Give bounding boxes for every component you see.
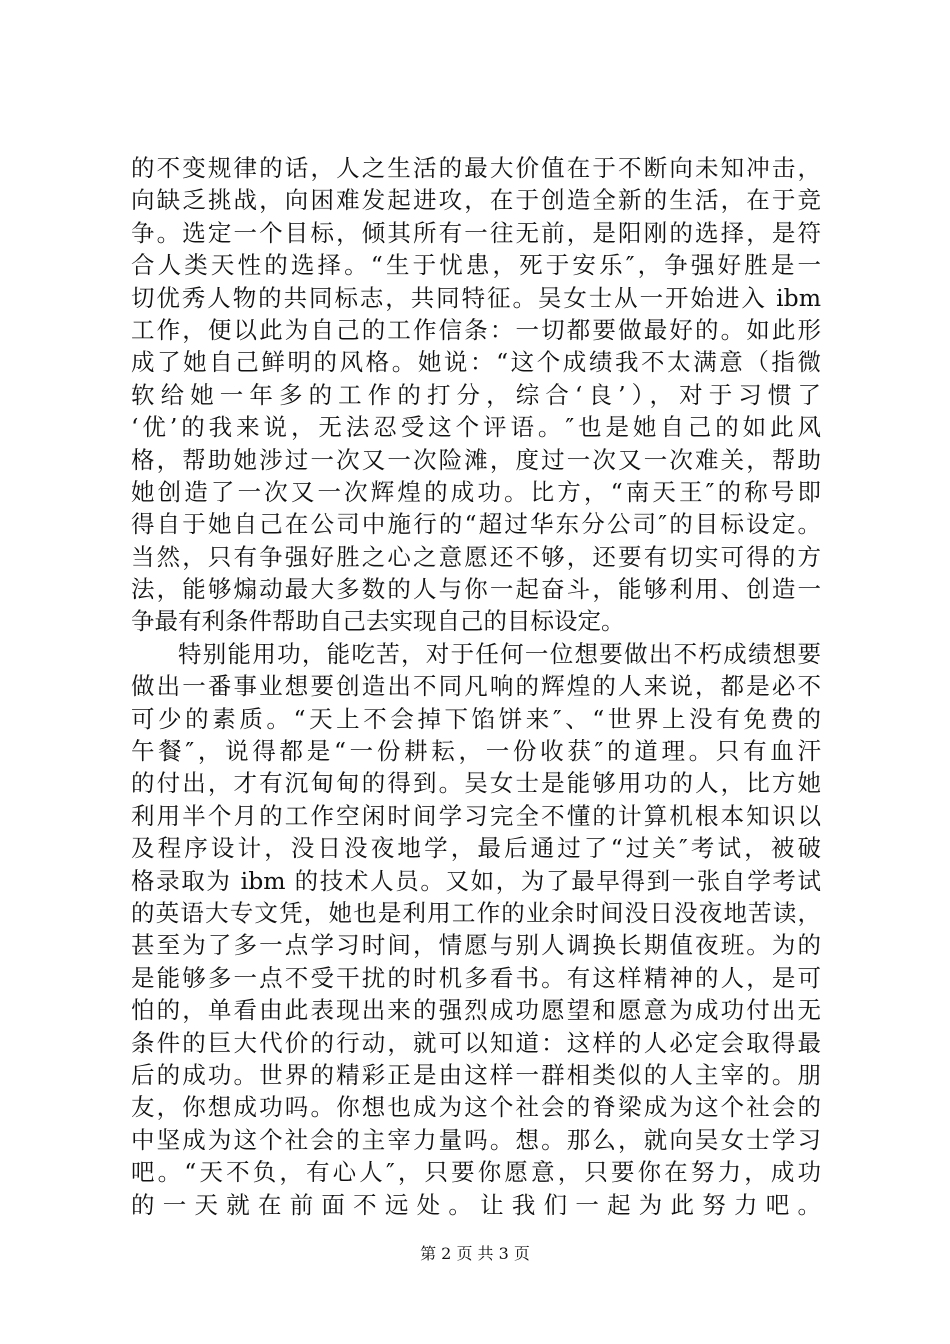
text-line: 做出一番事业想要创造出不同凡响的辉煌的人来说，都是必不 (131, 672, 821, 701)
text-line: 成了她自己鲜明的风格。她说：“这个成绩我不太满意（指微 (131, 348, 821, 377)
text-line: 格录取为 ibm 的技术人员。又如，为了最早得到一张自学考试 (131, 866, 821, 895)
text-line: 合人类天性的选择。“生于忧患，死于安乐″，争强好胜是一 (131, 251, 821, 280)
text-line: 争。选定一个目标，倾其所有一往无前，是阳刚的选择，是符 (131, 218, 821, 247)
text-line: 得自于她自己在公司中施行的“超过华东分公司″的目标设定。 (131, 510, 821, 539)
text-line: 利用半个月的工作空闲时间学习完全不懂的计算机根本知识以 (131, 801, 821, 830)
paragraph-final-line: 的一天就在前面不远处。让我们一起为此努力吧。 (131, 1190, 821, 1219)
text-line: 中坚成为这个社会的主宰力量吗。想。那么，就向吴女士学习 (131, 1125, 821, 1154)
paragraph-end-line: 争最有利条件帮助自己去实现自己的目标设定。 (131, 607, 625, 636)
text-line: 及程序设计，没日没夜地学，最后通过了“过关″考试，被破 (131, 834, 821, 863)
body-text (131, 152, 821, 1221)
text-line: 条件的巨大代价的行动，就可以知道：这样的人必定会取得最 (131, 1028, 821, 1057)
text-line: 当然，只有争强好胜之心之意愿还不够，还要有切实可得的方 (131, 542, 821, 571)
paragraph-start-line: 特别能用功，能吃苦，对于任何一位想要做出不朽成绩想要 (178, 639, 821, 668)
text-line: 怕的，单看由此表现出来的强烈成功愿望和愿意为成功付出无 (131, 996, 821, 1025)
text-line: 后的成功。世界的精彩正是由这样一群相类似的人主宰的。朋 (131, 1060, 821, 1089)
text-line: 切优秀人物的共同标志，共同特征。吴女士从一开始进入 ibm (131, 283, 821, 312)
text-line: 工作，便以此为自己的工作信条：一切都要做最好的。如此形 (131, 315, 821, 344)
text-line: 可少的素质。“天上不会掉下馅饼来″、“世界上没有免费的 (131, 704, 821, 733)
text-line: 甚至为了多一点学习时间，情愿与别人调换长期值夜班。为的 (131, 931, 821, 960)
page-number: 第 2 页 共 3 页 (420, 1244, 530, 1263)
text-line: 的付出，才有沉甸甸的得到。吴女士是能够用功的人，比方她 (131, 769, 821, 798)
text-line: 是能够多一点不受干扰的时机多看书。有这样精神的人，是可 (131, 963, 821, 992)
text-line: 午餐″，说得都是“一份耕耘，一份收获″的道理。只有血汗 (131, 737, 821, 766)
text-line: 向缺乏挑战，向困难发起进攻，在于创造全新的生活，在于竞 (131, 186, 821, 215)
text-line: 的不变规律的话，人之生活的最大价值在于不断向未知冲击， (131, 154, 821, 182)
text-line: 吧。“天不负，有心人″，只要你愿意，只要你在努力，成功 (131, 1158, 821, 1187)
text-line: 她创造了一次又一次辉煌的成功。比方，“南天王″的称号即 (131, 477, 821, 506)
text-line: 的英语大专文凭，她也是利用工作的业余时间没日没夜地苦读， (131, 898, 821, 927)
text-line: 法，能够煽动最大多数的人与你一起奋斗，能够利用、创造一 (131, 575, 821, 604)
text-line: 格，帮助她涉过一次又一次险滩，度过一次又一次难关，帮助 (131, 445, 821, 474)
text-line: 软给她一年多的工作的打分，综合‘良’），对于习惯了 (131, 380, 821, 409)
text-line: 友，你想成功吗。你想也成为这个社会的脊梁成为这个社会的 (131, 1093, 821, 1122)
text-line: ‘优’的我来说，无法忍受这个评语。″也是她自己的如此风 (131, 413, 821, 442)
